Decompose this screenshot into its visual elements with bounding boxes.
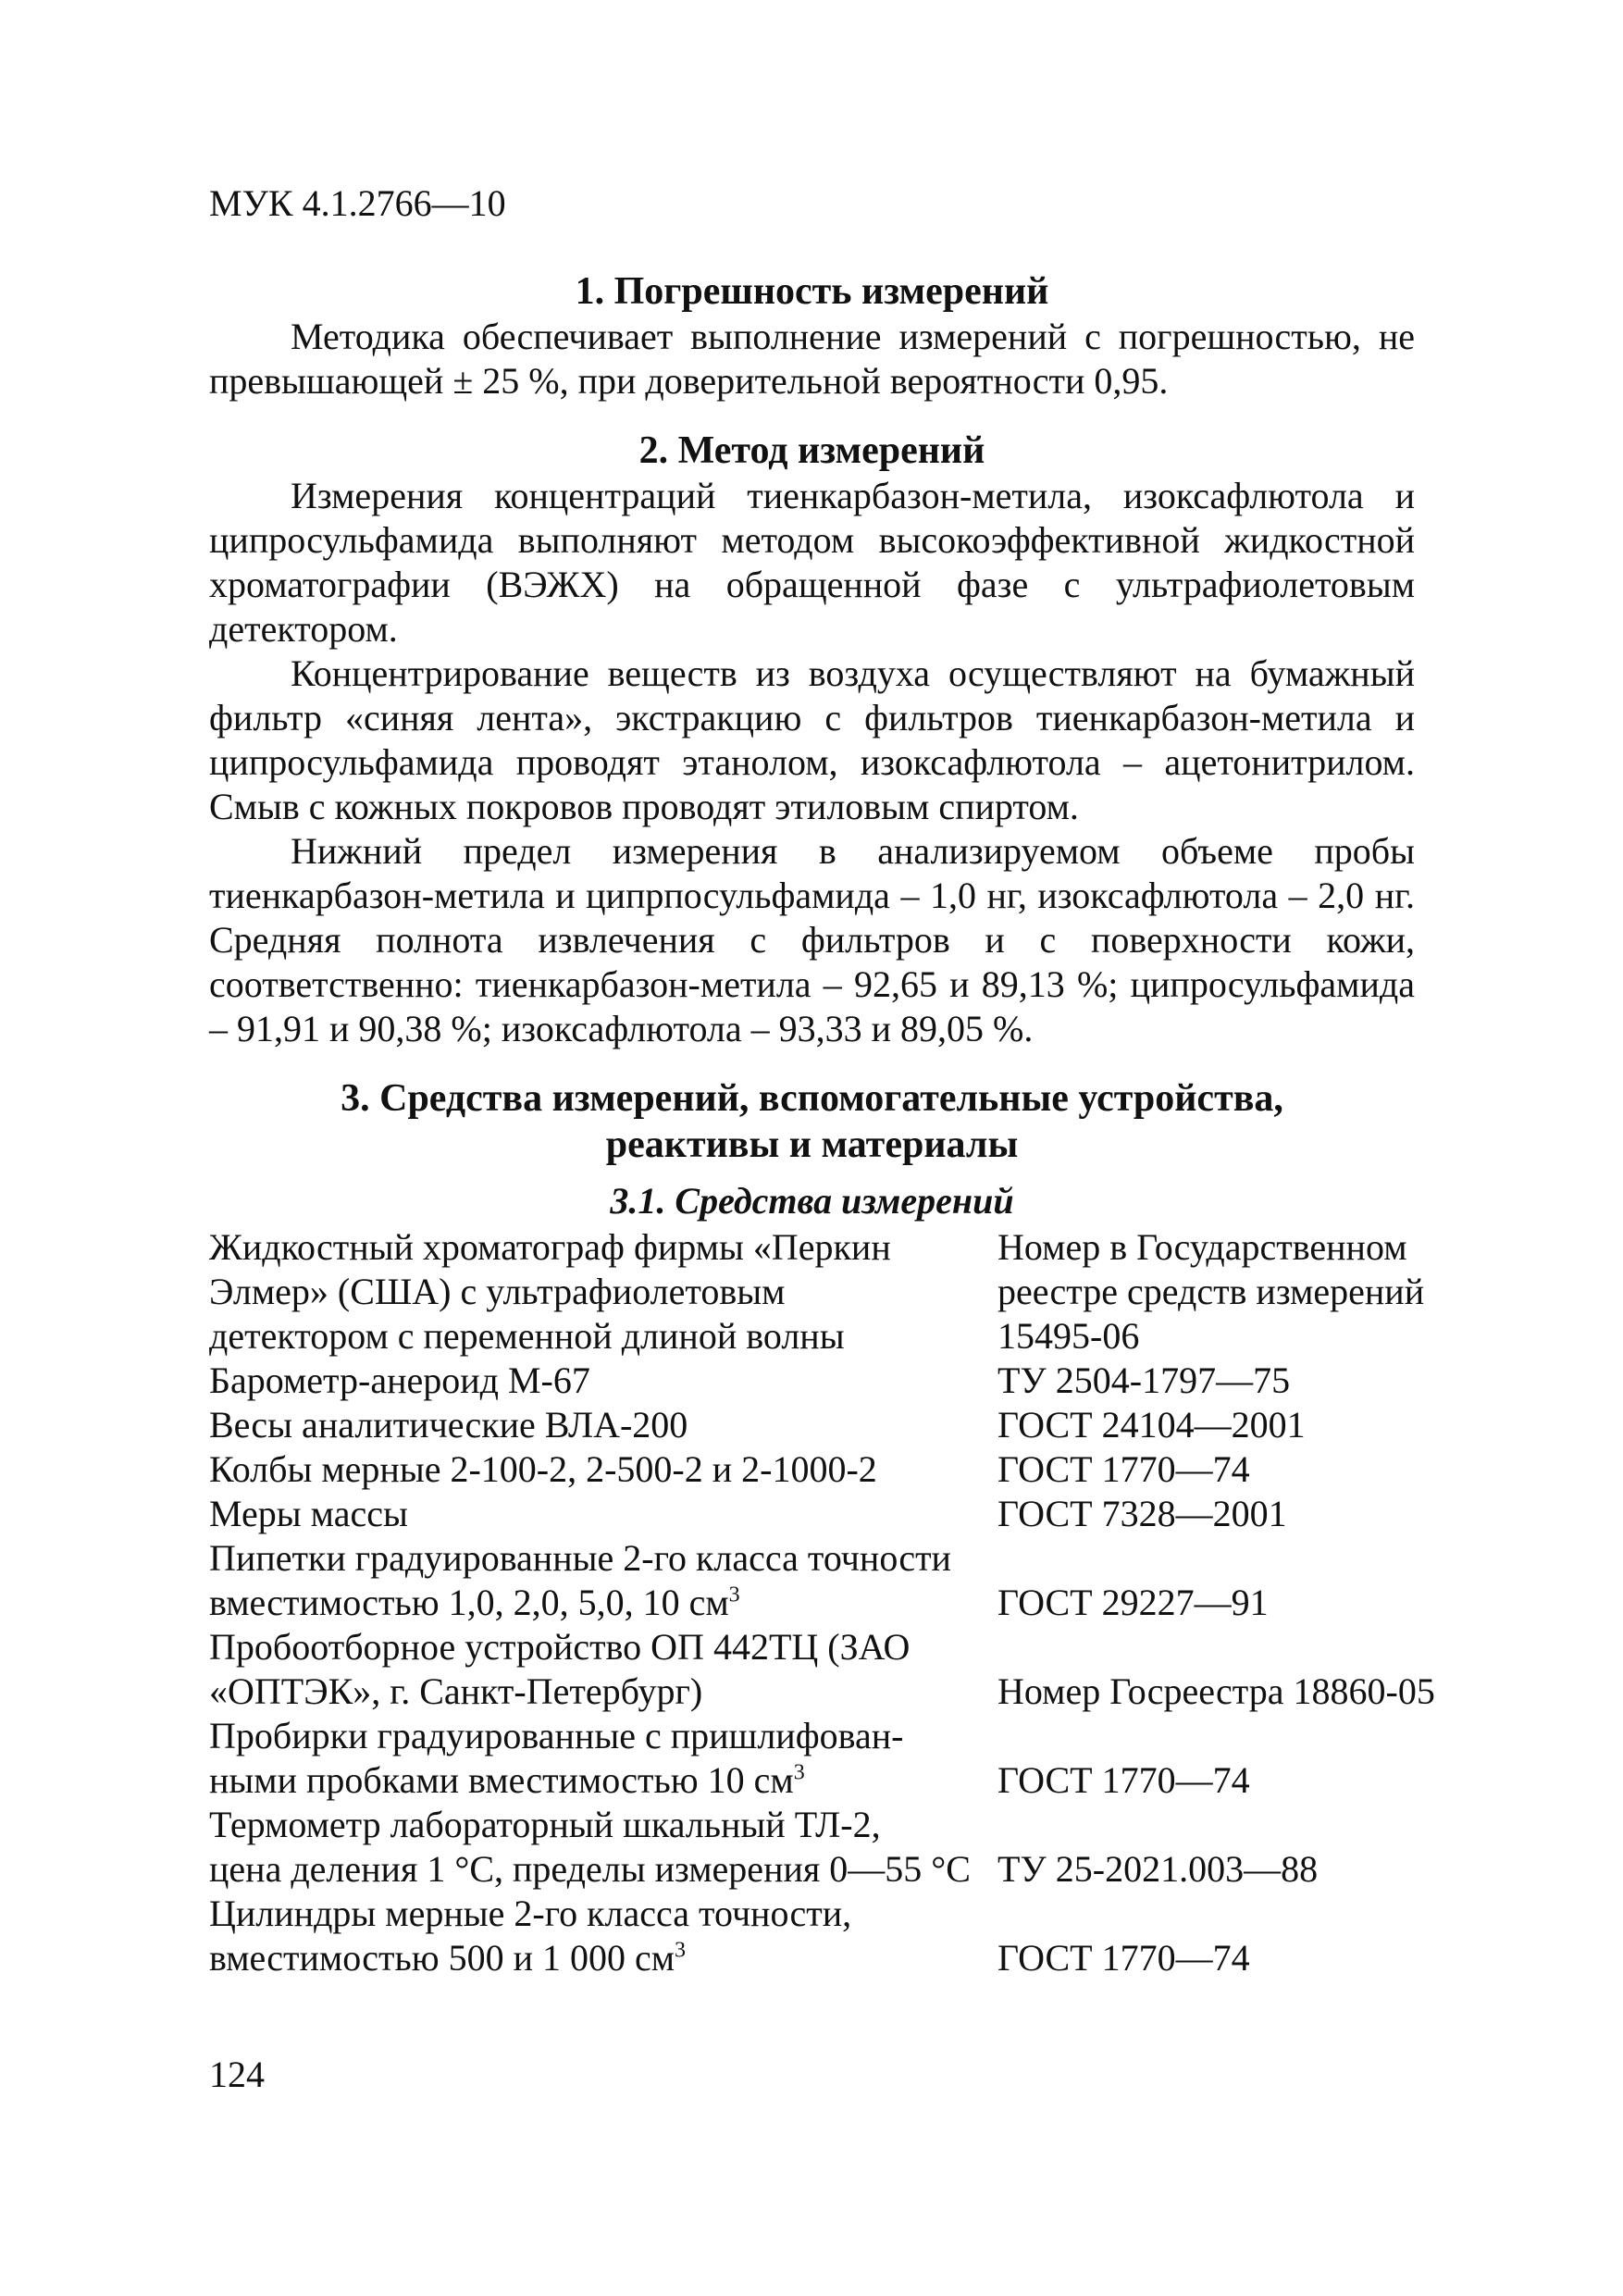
instrument-name-line: Пробоотборное устройство ОП 442ТЦ (ЗАО [209,1626,911,1668]
instrument-name-text: вместимостью 1,0, 2,0, 5,0, 10 см [209,1582,729,1623]
instrument-row [209,1403,1415,1447]
instrument-name-line: Пипетки градуированные 2-го класса точности [209,1537,951,1579]
instrument-standard-line: ГОСТ 7328—2001 [997,1493,1287,1534]
instrument-name-line: Меры массы [209,1493,408,1534]
instrument-standard-line: ГОСТ 1770—74 [997,1448,1250,1490]
instrument-name [209,1625,997,1714]
paragraph: Нижний предел измерения в анализируемом объеме пробы тиенкарбазон-метила и ципрпосульфамида – 1,0 нг, изоксафлютола – 2,0 нг. Средняя полнота извлечения с фильтров и с поверхности кожи, соответственно: тиенкарбазон-метила – 92,65 и 89,13 %; ципросульфамида – 91,91 и 90,38 %; изоксафлютола – 93,33 и 89,05 %. [209,830,1415,1049]
instrument-name-text: ными пробками вместимостью 10 см [209,1759,794,1801]
instrument-name [209,1447,997,1492]
instrument-name [209,1359,997,1403]
instrument-row [209,1225,1425,1359]
section-instruments [209,1075,1435,1980]
instrument-row [209,1892,1415,1980]
section-method [209,428,1415,1051]
instrument-row [209,1625,1435,1714]
instrument-row [209,1359,1415,1403]
page-number: 124 [209,2054,265,2095]
section-accuracy [209,268,1415,403]
instrument-name-line: Колбы мерные 2-100-2, 2-500-2 и 2-1000-2 [209,1448,877,1490]
instrument-row [209,1714,1415,1803]
instrument-standard-line: ГОСТ 29227—91 [997,1582,1269,1623]
instrument-standard-line: Номер Госреестра 18860-05 [997,1670,1435,1712]
instrument-standard [997,1581,1415,1625]
instrument-row [209,1447,1415,1492]
superscript: 3 [675,1938,687,1963]
instrument-name-line: Жидкостный хроматограф фирмы «Перкин [209,1226,891,1268]
instrument-row [209,1536,1415,1625]
instrument-name-line: цена деления 1 °С, пределы измерения 0—55 °С [209,1848,971,1890]
instrument-name-line: Барометр-анероид М-67 [209,1359,590,1401]
instrument-name-line: Термометр лабораторный шкальный ТЛ-2, [209,1804,881,1845]
instrument-standard-line: ТУ 25-2021.003—88 [997,1848,1319,1890]
instrument-standard [997,1936,1415,1980]
instrument-standard [997,1758,1415,1803]
instrument-standard [997,1847,1415,1892]
instrument-name-line: Весы аналитические ВЛА-200 [209,1404,688,1446]
paragraph: Концентрирование веществ из воздуха осуществляют на бумажный фильтр «синяя лента», экстракцию с фильтров тиенкарбазон-метила и ципросульфамида проводят этанолом, изоксафлютола – ацетонитрилом. Смыв с кожных покровов проводят этиловым спиртом. [209,652,1415,827]
instrument-name-text: вместимостью 500 и 1 000 см [209,1937,675,1979]
instrument-name-line: Элмер» (США) с ультрафиолетовым [209,1271,786,1312]
section-heading: 1. Погрешность измерений [575,270,1049,313]
instrument-standard [997,1359,1415,1403]
instrument-name-line [209,1581,997,1625]
section-heading-line: 3. Средства измерений, вспомогательные устройства, [341,1077,1283,1120]
instrument-name [209,1892,997,1980]
instrument-standard-line: Номер в Государственном [997,1226,1407,1268]
paragraph: Методика обеспечивает выполнение измерений с погрешностью, не превышающей ± 25 %, при доверительной вероятности 0,95. [209,316,1415,402]
section-heading-line: реактивы и материалы [605,1123,1019,1166]
instruments-list [209,1225,1435,1980]
document-code: МУК 4.1.2766—10 [209,182,506,224]
instrument-standard-line: ГОСТ 1770—74 [997,1759,1250,1801]
instrument-name-line: «ОПТЭК», г. Санкт-Петербург) [209,1670,703,1712]
subsection-heading: 3.1. Средства измерений [610,1180,1014,1222]
instrument-name [209,1492,997,1536]
instrument-name-line: Цилиндры мерные 2-го класса точности, [209,1893,852,1934]
instrument-row [209,1492,1415,1536]
instrument-name-line [209,1936,997,1980]
instrument-standard-line: ГОСТ 1770—74 [997,1937,1250,1979]
paragraph: Измерения концентраций тиенкарбазон-метила, изоксафлютола и ципросульфамида выполняют методом высокоэффективной жидкостной хроматографии (ВЭЖХ) на обращенной фазе с ультрафиолетовым детектором. [209,475,1415,650]
instrument-name [209,1536,997,1625]
section-heading [209,1075,1415,1168]
instrument-standard [997,1669,1435,1714]
instrument-standard-line: ТУ 2504-1797—75 [997,1359,1291,1401]
instrument-name-line: Пробирки градуированные с пришлифован- [209,1715,904,1756]
instrument-name [209,1714,997,1803]
instrument-standard [997,1492,1415,1536]
section-heading: 2. Метод измерений [638,429,985,472]
instrument-name-line: детектором с переменной длиной волны [209,1315,845,1357]
instrument-standard [997,1403,1415,1447]
instrument-row [209,1803,1415,1892]
superscript: 3 [793,1760,805,1785]
instrument-standard [997,1225,1424,1359]
instrument-name [209,1803,997,1892]
instrument-standard [997,1447,1415,1492]
page-content [209,268,1435,1980]
instrument-name [209,1225,997,1359]
instrument-standard-line: реестре средств измерений [997,1271,1425,1312]
superscript: 3 [728,1582,740,1607]
instrument-name [209,1403,997,1447]
instrument-standard-line: ГОСТ 24104—2001 [997,1404,1306,1446]
instrument-standard-line: 15495-06 [997,1315,1140,1357]
instrument-name-line [209,1758,997,1803]
